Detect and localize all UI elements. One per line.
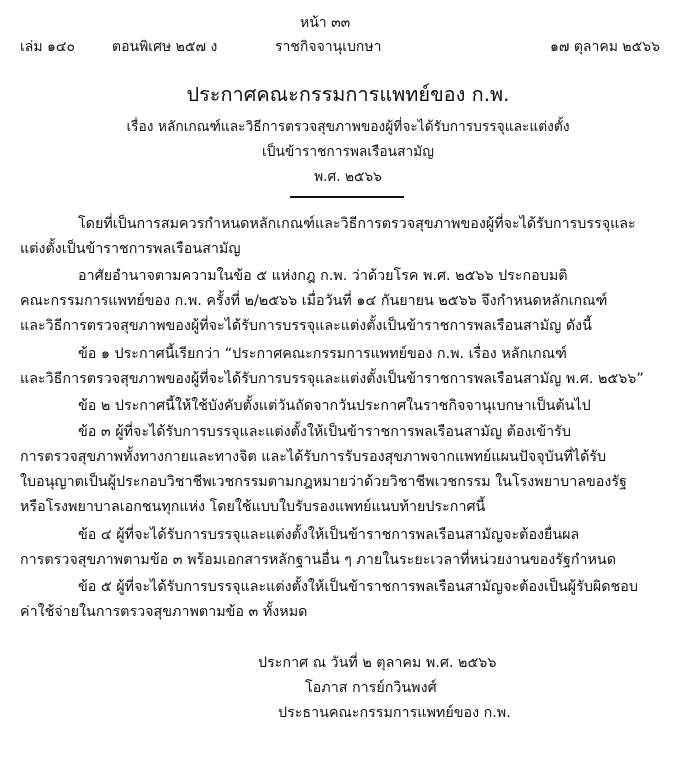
- preamble-line-2: แต่งตั้งเป็นข้าราชการพลเรือนสามัญ: [20, 241, 241, 257]
- clause-4-line-2: การตรวจสุขภาพตามข้อ ๓ พร้อมเอกสารหลักฐานอื่น ๆ ภายในระยะเวลาที่หน่วยงานของรัฐกำหนด: [20, 552, 616, 568]
- gazette-section: ตอนพิเศษ ๒๕๗ ง: [112, 39, 218, 55]
- signatory-position: ประธานคณะกรรมการแพทย์ของ ก.พ.: [278, 705, 511, 721]
- announcement-title: ประกาศคณะกรรมการแพทย์ของ ก.พ.: [186, 83, 510, 106]
- subject-year: พ.ศ. ๒๕๖๖: [314, 169, 382, 185]
- authority-line-3: และวิธีการตรวจสุขภาพของผู้ที่จะได้รับการบรรจุและแต่งตั้งเป็นข้าราชการพลเรือนสามัญ ดังนี้: [20, 318, 592, 334]
- clause-2-line-1: ข้อ ๒ ประกาศนี้ให้ใช้บังคับตั้งแต่วันถัดจากวันประกาศในราชกิจจานุเบกษาเป็นต้นไป: [78, 398, 591, 414]
- page-number: หน้า ๓๓: [300, 15, 351, 31]
- gazette-date: ๑๗ ตุลาคม ๒๕๖๖: [549, 39, 660, 55]
- clause-4-line-1: ข้อ ๔ ผู้ที่จะได้รับการบรรจุและแต่งตั้งให้เป็นข้าราชการพลเรือนสามัญจะต้องยื่นผล: [78, 527, 580, 543]
- authority-line-2: คณะกรรมการแพทย์ของ ก.พ. ครั้งที่ ๒/๒๕๖๖ เมื่อวันที่ ๑๔ กันยายน ๒๕๖๖ จึงกำหนดหลักเกณฑ์: [20, 293, 608, 309]
- announcement-date: ประกาศ ณ วันที่ ๒ ตุลาคม พ.ศ. ๒๕๖๖: [258, 655, 497, 671]
- clause-3-line-1: ข้อ ๓ ผู้ที่จะได้รับการบรรจุและแต่งตั้งให้เป็นข้าราชการพลเรือนสามัญ ต้องเข้ารับ: [78, 424, 571, 440]
- subject-line: เรื่อง หลักเกณฑ์และวิธีการตรวจสุขภาพของผู้ที่จะได้รับการบรรจุและแต่งตั้ง: [126, 119, 570, 135]
- volume-number: เล่ม ๑๔๐: [20, 39, 76, 55]
- clause-3-line-4: หรือโรงพยาบาลเอกชนทุกแห่ง โดยใช้แบบใบรับรองแพทย์แนบท้ายประกาศนี้: [20, 499, 486, 515]
- authority-line-1: อาศัยอำนาจตามความในข้อ ๕ แห่งกฎ ก.พ. ว่าด้วยโรค พ.ศ. ๒๕๖๖ ประกอบมติ: [78, 268, 568, 284]
- gazette-name: ราชกิจจานุเบกษา: [275, 39, 382, 55]
- preamble-line-1: โดยที่เป็นการสมควรกำหนดหลักเกณฑ์และวิธีการตรวจสุขภาพของผู้ที่จะได้รับการบรรจุและ: [78, 216, 636, 232]
- clause-1-line-1: ข้อ ๑ ประกาศนี้เรียกว่า “ประกาศคณะกรรมการแพทย์ของ ก.พ. เรื่อง หลักเกณฑ์: [78, 346, 567, 362]
- clause-5-line-1: ข้อ ๕ ผู้ที่จะได้รับการบรรจุและแต่งตั้งให้เป็นข้าราชการพลเรือนสามัญจะต้องเป็นผู้รับผิดชอบ: [78, 579, 638, 595]
- clause-5-line-2: ค่าใช้จ่ายในการตรวจสุขภาพตามข้อ ๓ ทั้งหมด: [20, 604, 308, 620]
- clause-3-line-3: ใบอนุญาตเป็นผู้ประกอบวิชาชีพเวชกรรมตามกฎหมายว่าด้วยวิชาชีพเวชกรรม ในโรงพยาบาลของรัฐ: [20, 474, 627, 490]
- clause-3-line-2: การตรวจสุขภาพทั้งทางกายและทางจิต และได้รับการรับรองสุขภาพจากแพทย์แผนปัจจุบันที่ได้รับ: [20, 449, 607, 465]
- title-divider: [290, 196, 404, 198]
- signatory-name: โอภาส การย์กวินพงศ์: [305, 680, 437, 696]
- subject-line-continued: เป็นข้าราชการพลเรือนสามัญ: [262, 144, 434, 160]
- clause-1-line-2: และวิธีการตรวจสุขภาพของผู้ที่จะได้รับการบรรจุและแต่งตั้งเป็นข้าราชการพลเรือนสามัญ พ.ศ. ๒๕๖๖”: [20, 371, 644, 387]
